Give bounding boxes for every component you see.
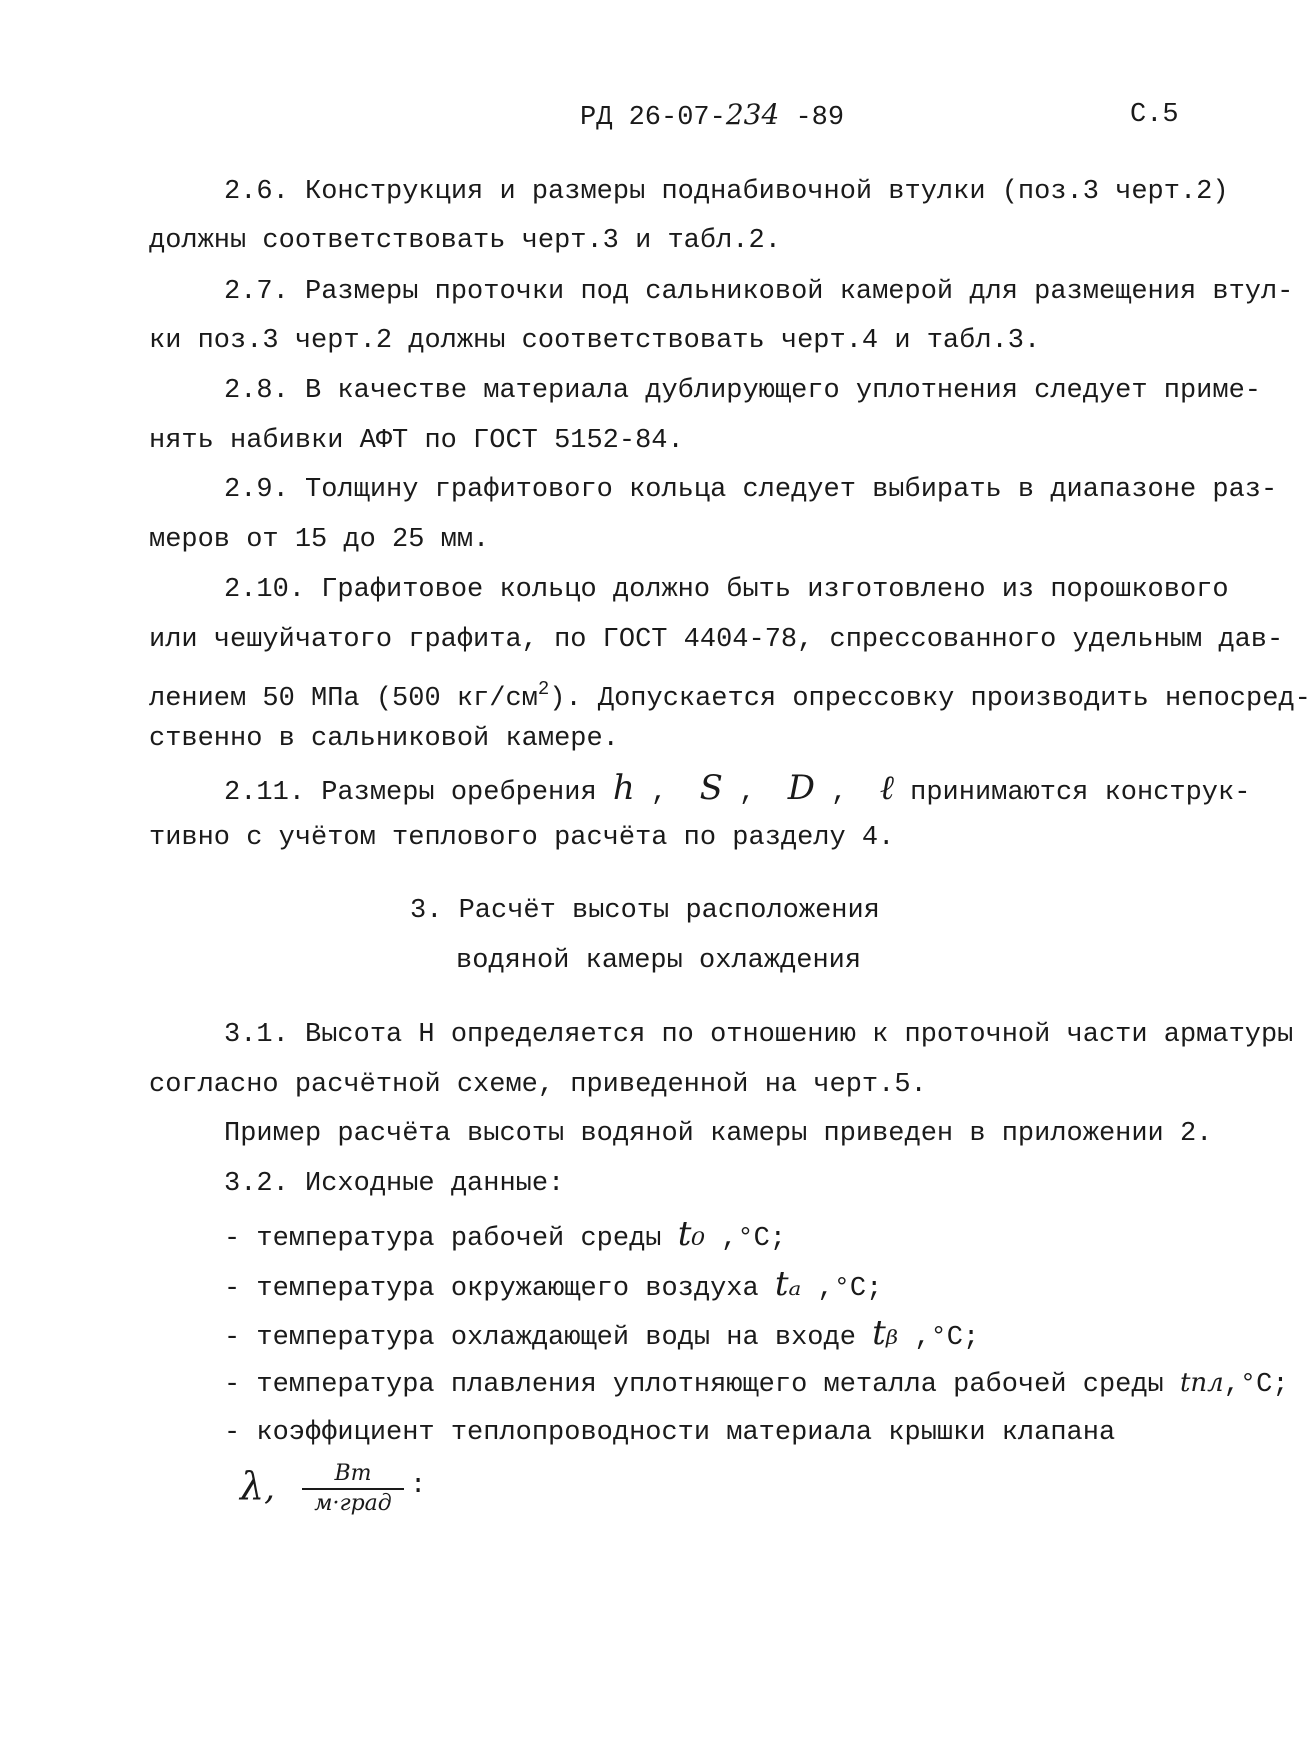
paragraph-2-8-line-2: нять набивки АФТ по ГОСТ 5152-84. bbox=[149, 426, 684, 456]
paragraph-2-9-line-2: меров от 15 до 25 мм. bbox=[149, 525, 490, 555]
ribbing-text-tail: принимаются конструк- bbox=[893, 778, 1251, 808]
unit-text: ,°C; bbox=[801, 1274, 883, 1304]
unit-text: ,°C; bbox=[898, 1323, 980, 1353]
pressure-text: лением 50 МПа (500 кг/см bbox=[149, 684, 538, 714]
unit-numerator: Вт bbox=[302, 1460, 404, 1490]
rib-s-symbol: S bbox=[699, 768, 723, 808]
example-reference: Пример расчёта высоты водяной камеры приведен в приложении 2. bbox=[224, 1119, 1213, 1149]
section-3-title-line-2: водяной камеры охлаждения bbox=[456, 946, 862, 976]
paragraph-3-2-heading: 3.2. Исходные данные: bbox=[224, 1169, 565, 1199]
tb-symbol: tᵦ bbox=[872, 1313, 899, 1353]
paragraph-2-10-line-3 bbox=[149, 673, 1311, 715]
rib-h-symbol: h bbox=[612, 768, 635, 808]
item-text: - температура рабочей среды bbox=[224, 1224, 678, 1254]
document-code bbox=[580, 99, 844, 134]
separator: , bbox=[814, 778, 880, 808]
input-item-melting-temperature bbox=[224, 1367, 1289, 1401]
lambda-symbol bbox=[240, 1464, 275, 1509]
paragraph-2-11-line-1 bbox=[224, 768, 1251, 809]
paragraph-2-7-line-1: 2.7. Размеры проточки под сальниковой камерой для размещения втул- bbox=[224, 277, 1294, 307]
paragraph-2-6-line-1: 2.6. Конструкция и размеры поднабивочной втулки (поз.3 черт.2) bbox=[224, 177, 1229, 207]
input-item-water-temperature bbox=[224, 1313, 980, 1354]
paragraph-2-11-line-2: тивно с учётом теплового расчёта по разделу 4. bbox=[149, 823, 895, 853]
lambda-comma: , bbox=[264, 1468, 275, 1508]
separator: , bbox=[722, 778, 788, 808]
unit-text: ,°C; bbox=[704, 1224, 786, 1254]
rib-l-symbol: ℓ bbox=[879, 768, 894, 808]
colon: : bbox=[410, 1471, 427, 1501]
unit-denominator: м·град bbox=[314, 1491, 392, 1516]
input-item-thermal-conductivity: - коэффициент теплопроводности материала крышки клапана bbox=[224, 1418, 1116, 1448]
pressure-text-tail: ). Допускается опрессовку производить непосред- bbox=[549, 684, 1311, 714]
paragraph-2-10-line-4: ственно в сальниковой камере. bbox=[149, 724, 619, 754]
item-text: - температура охлаждающей воды на входе bbox=[224, 1323, 873, 1353]
tpl-symbol: tпл bbox=[1179, 1368, 1224, 1398]
ribbing-text: 2.11. Размеры оребрения bbox=[224, 778, 613, 808]
paragraph-2-9-line-1: 2.9. Толщину графитового кольца следует выбирать в диапазоне раз- bbox=[224, 475, 1278, 505]
separator: , bbox=[634, 778, 700, 808]
item-text: - температура плавления уплотняющего металла рабочей среды bbox=[224, 1370, 1180, 1400]
superscript-2: 2 bbox=[537, 678, 550, 700]
paragraph-2-10-line-2: или чешуйчатого графита, по ГОСТ 4404-78, спрессованного удельным дав- bbox=[149, 625, 1284, 655]
conductivity-unit-fraction bbox=[302, 1460, 404, 1518]
t0-symbol: t₀ bbox=[677, 1214, 705, 1254]
paragraph-2-8-line-1: 2.8. В качестве материала дублирующего уплотнения следует приме- bbox=[224, 376, 1261, 406]
document-code-suffix: -89 bbox=[779, 103, 845, 133]
item-text: - температура окружающего воздуха bbox=[224, 1274, 775, 1304]
paragraph-3-1-line-2: согласно расчётной схеме, приведенной на черт.5. bbox=[149, 1070, 927, 1100]
page-number: С.5 bbox=[1130, 100, 1179, 130]
paragraph-2-6-line-2: должны соответствовать черт.3 и табл.2. bbox=[149, 226, 781, 256]
lambda-glyph: λ bbox=[240, 1464, 265, 1508]
unit-text: ,°C; bbox=[1223, 1370, 1289, 1400]
document-code-prefix: РД 26-07- bbox=[580, 103, 726, 133]
input-item-medium-temperature bbox=[224, 1214, 786, 1255]
document-code-number: 234 bbox=[725, 98, 780, 131]
ta-symbol: tₐ bbox=[774, 1264, 802, 1304]
paragraph-2-7-line-2: ки поз.3 черт.2 должны соответствовать черт.4 и табл.3. bbox=[149, 326, 1041, 356]
section-3-title-line-1: 3. Расчёт высоты расположения bbox=[410, 896, 880, 926]
input-item-air-temperature bbox=[224, 1264, 883, 1305]
paragraph-2-10-line-1: 2.10. Графитовое кольцо должно быть изготовлено из порошкового bbox=[224, 575, 1229, 605]
rib-d-symbol: D bbox=[787, 768, 815, 808]
paragraph-3-1-line-1: 3.1. Высота Н определяется по отношению к проточной части арматуры bbox=[224, 1020, 1294, 1050]
